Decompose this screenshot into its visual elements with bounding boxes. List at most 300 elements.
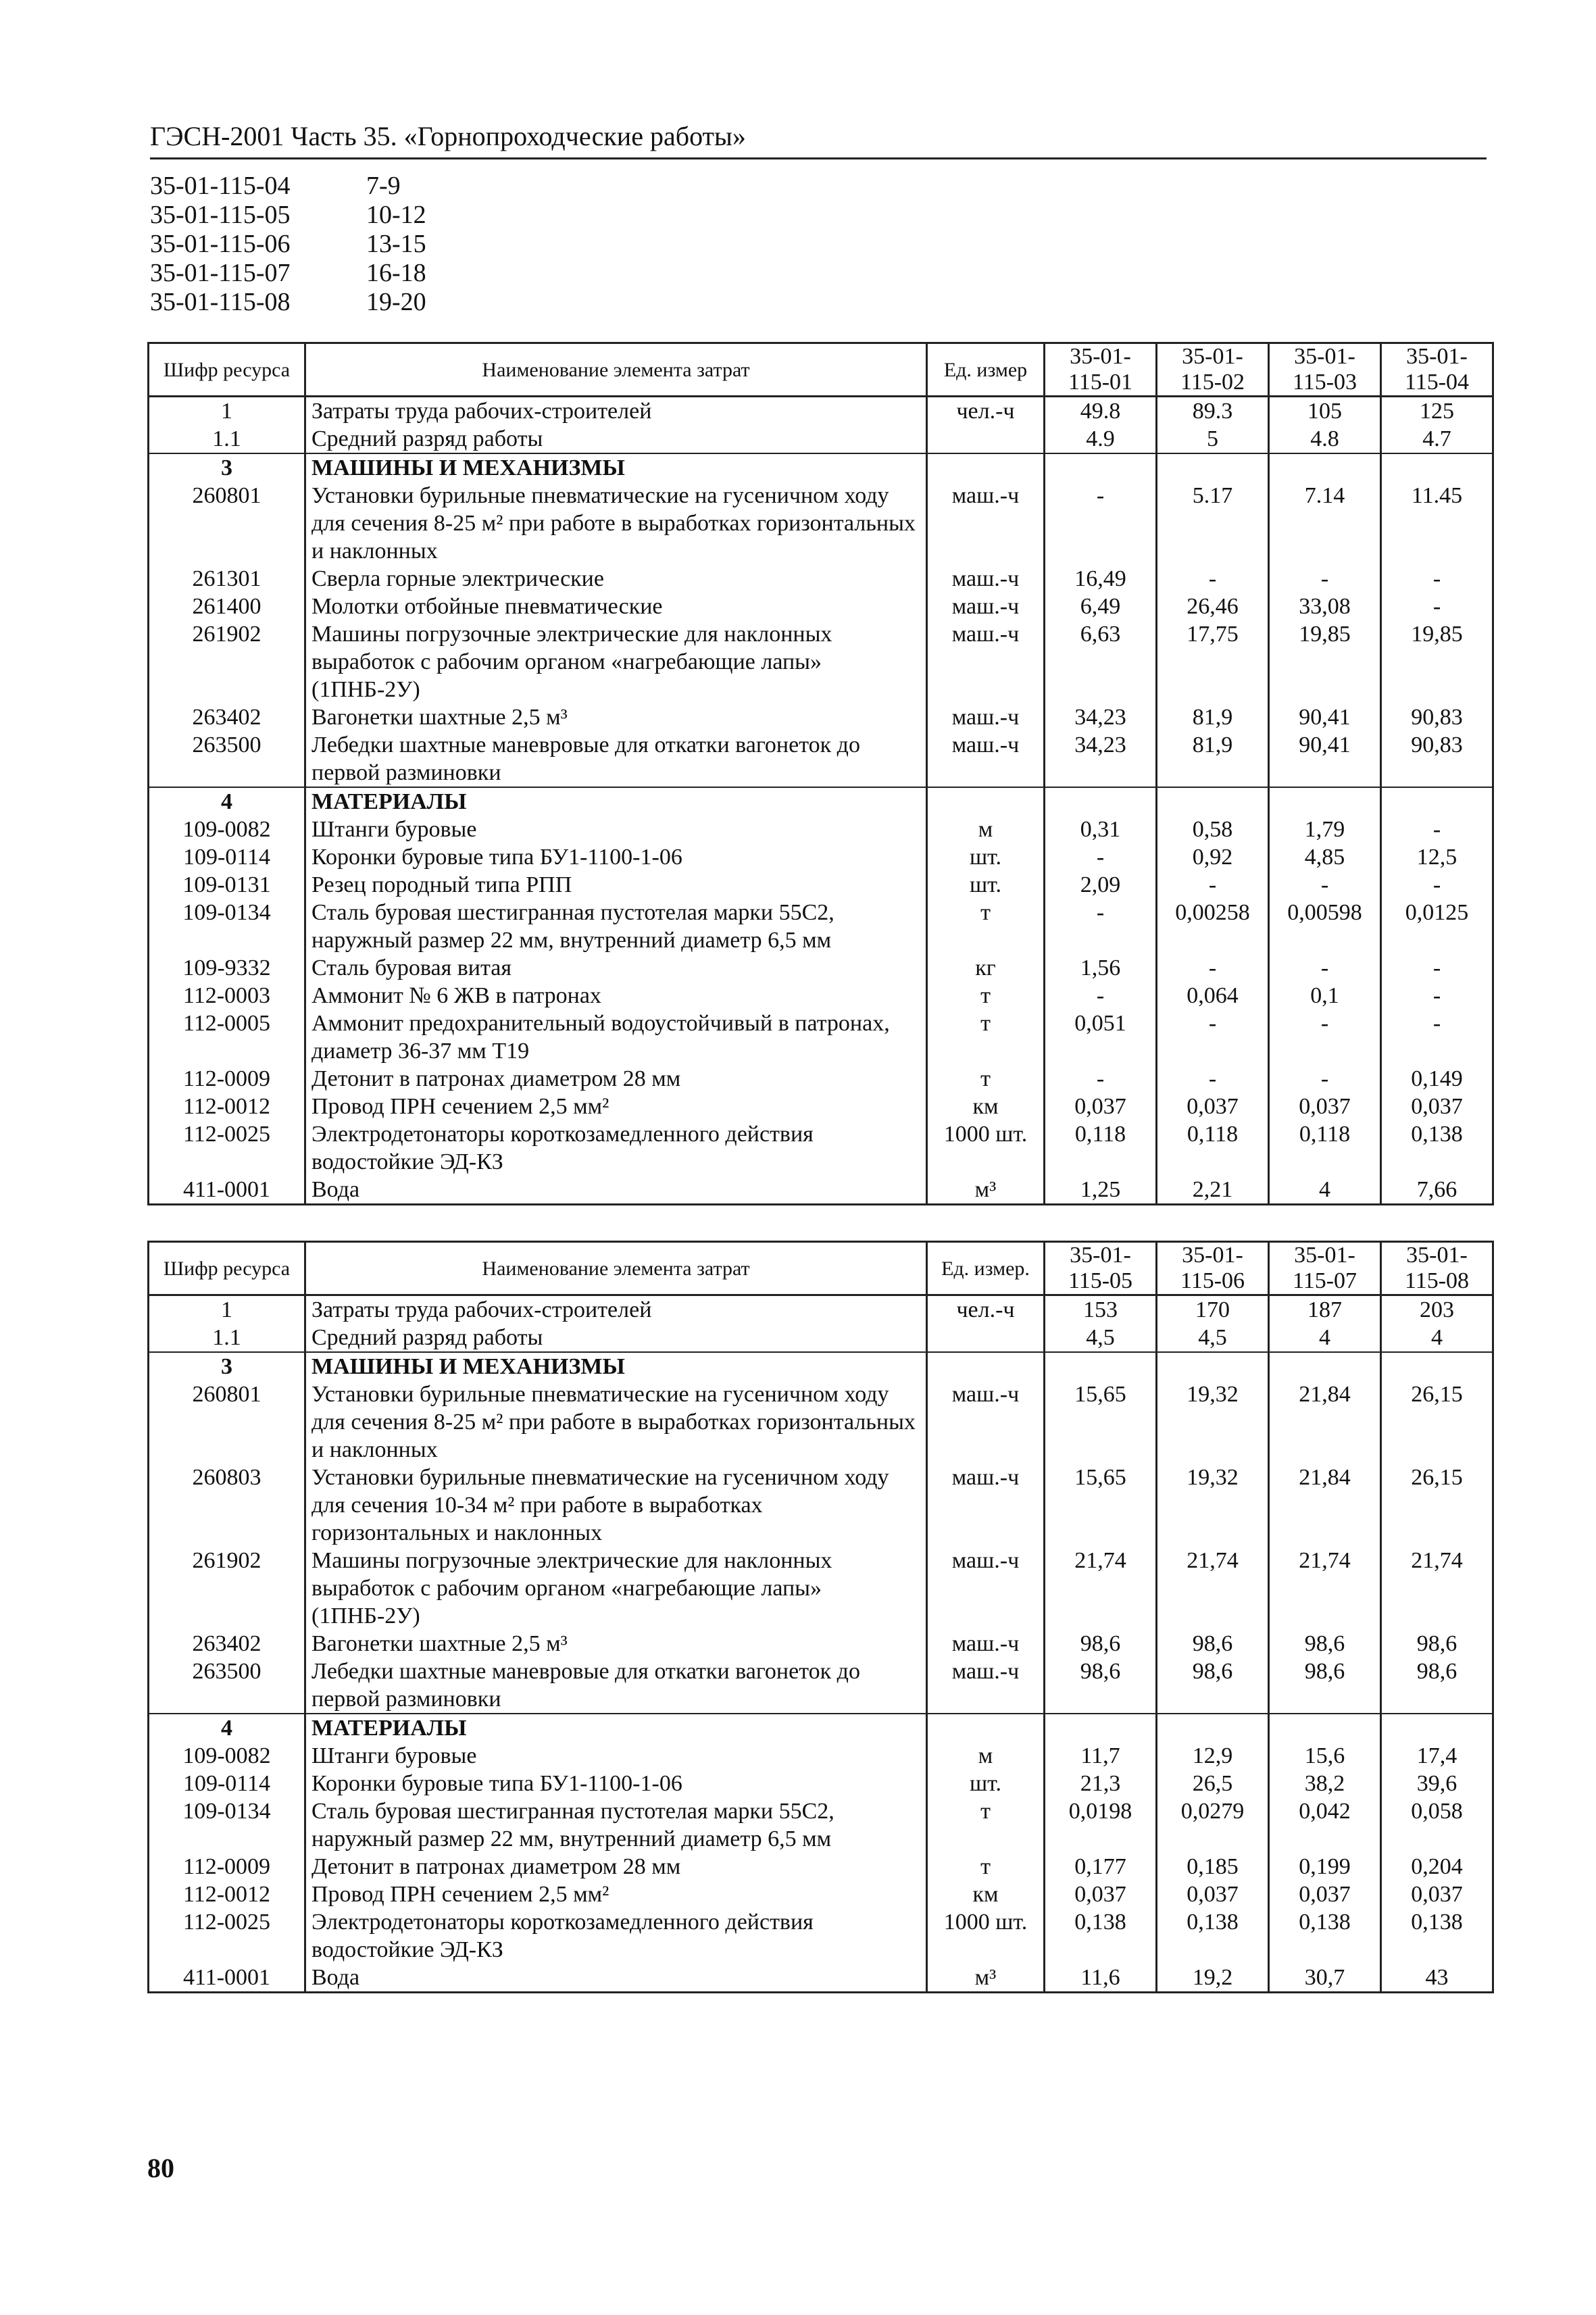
value-col-2: 0,037: [1157, 1093, 1269, 1120]
resource-name: Коронки буровые типа БУ1-1100-1-06: [305, 1770, 927, 1797]
value-col-1: -: [1045, 843, 1157, 871]
value-col-4: 125: [1381, 397, 1493, 426]
resource-name: Штанги буровые: [305, 816, 927, 843]
value-col-1: 4,5: [1045, 1324, 1157, 1352]
resource-unit: шт.: [927, 843, 1045, 871]
resource-unit: т: [927, 1065, 1045, 1093]
resource-name: Лебедки шахтные маневровые для откатки вагонеток до первой разминовки: [305, 731, 927, 787]
resource-name: Машины погрузочные электрические для наклонных выработок с рабочим органом «нагребающие лапы» (1ПНБ-2У): [305, 620, 927, 703]
value-col-3: 0,118: [1269, 1120, 1381, 1176]
value-col-3: 4: [1269, 1324, 1381, 1352]
resource-unit: т: [927, 1010, 1045, 1065]
value-col-4: 19,85: [1381, 620, 1493, 703]
table-row: [149, 397, 1493, 426]
value-col-3: 21,74: [1269, 1547, 1381, 1630]
value-col-1: 0,0198: [1045, 1797, 1157, 1853]
value-col-3: 98,6: [1269, 1658, 1381, 1714]
resource-unit: [927, 787, 1045, 816]
resource-unit: шт.: [927, 1770, 1045, 1797]
value-col-2: 0,064: [1157, 982, 1269, 1010]
resource-unit: маш.-ч: [927, 1630, 1045, 1658]
header-unit: Ед. измер.: [927, 1242, 1045, 1295]
resource-table-2: [147, 1241, 1494, 1993]
resource-unit: маш.-ч: [927, 1547, 1045, 1630]
norm-range: 7-9: [366, 172, 401, 200]
table-row: [149, 1010, 1493, 1065]
resource-unit: т: [927, 982, 1045, 1010]
resource-unit: маш.-ч: [927, 1380, 1045, 1464]
resource-unit: маш.-ч: [927, 1658, 1045, 1714]
resource-code: 261400: [149, 593, 305, 620]
value-col-3: 1,79: [1269, 816, 1381, 843]
resource-unit: м: [927, 1742, 1045, 1770]
value-col-4: 0,037: [1381, 1093, 1493, 1120]
norm-range: 13-15: [366, 230, 426, 258]
resource-code: 263500: [149, 731, 305, 787]
value-col-2: 19,32: [1157, 1380, 1269, 1464]
table-row: [149, 1964, 1493, 1993]
value-col-4: 17,4: [1381, 1742, 1493, 1770]
value-col-1: 11,7: [1045, 1742, 1157, 1770]
value-col-4: 4.7: [1381, 425, 1493, 453]
resource-code: 260803: [149, 1464, 305, 1547]
value-col-3: 0,1: [1269, 982, 1381, 1010]
value-col-3: [1269, 1714, 1381, 1742]
table-row: [149, 1547, 1493, 1630]
header-col-4-text: 35-01-115-08: [1404, 1243, 1470, 1293]
resource-unit: маш.-ч: [927, 1464, 1045, 1547]
value-col-3: [1269, 453, 1381, 482]
value-col-1: 2,09: [1045, 871, 1157, 899]
norm-code-row: [150, 230, 426, 259]
resource-code: 1: [149, 397, 305, 426]
value-col-3: 90,41: [1269, 731, 1381, 787]
resource-code: 109-0114: [149, 843, 305, 871]
resource-name: Лебедки шахтные маневровые для откатки вагонеток до первой разминовки: [305, 1658, 927, 1714]
resource-name: Детонит в патронах диаметром 28 мм: [305, 1853, 927, 1881]
table-header-row: [149, 1242, 1493, 1295]
resource-code: 4: [149, 787, 305, 816]
value-col-4: 203: [1381, 1295, 1493, 1324]
value-col-4: 26,15: [1381, 1380, 1493, 1464]
header-col-2-text: 35-01-115-06: [1180, 1243, 1245, 1293]
resource-code: 112-0012: [149, 1881, 305, 1908]
resource-code: 1.1: [149, 1324, 305, 1352]
value-col-2: 0,92: [1157, 843, 1269, 871]
value-col-4: 0,037: [1381, 1881, 1493, 1908]
value-col-1: 153: [1045, 1295, 1157, 1324]
resource-code: 112-0025: [149, 1120, 305, 1176]
value-col-1: 34,23: [1045, 703, 1157, 731]
resource-code: 263402: [149, 1630, 305, 1658]
table-row: [149, 1658, 1493, 1714]
value-col-1: 0,037: [1045, 1881, 1157, 1908]
header-name: Наименование элемента затрат: [305, 343, 927, 397]
table-row: [149, 871, 1493, 899]
norm-range: 19-20: [366, 288, 426, 316]
value-col-4: 0,204: [1381, 1853, 1493, 1881]
resource-code: 109-0134: [149, 899, 305, 954]
resource-unit: 1000 шт.: [927, 1908, 1045, 1964]
table-row: [149, 620, 1493, 703]
value-col-4: 0,138: [1381, 1908, 1493, 1964]
value-col-2: -: [1157, 1010, 1269, 1065]
value-col-2: -: [1157, 1065, 1269, 1093]
table-row: [149, 1797, 1493, 1853]
value-col-4: 21,74: [1381, 1547, 1493, 1630]
value-col-1: 21,74: [1045, 1547, 1157, 1630]
value-col-2: 5.17: [1157, 482, 1269, 565]
norm-codes-list: [150, 172, 426, 317]
resource-code: 1: [149, 1295, 305, 1324]
value-col-4: 39,6: [1381, 1770, 1493, 1797]
resource-unit: [927, 1352, 1045, 1380]
value-col-2: -: [1157, 954, 1269, 982]
norm-code: 35-01-115-08: [150, 288, 291, 316]
value-col-3: 4,85: [1269, 843, 1381, 871]
value-col-2: 81,9: [1157, 703, 1269, 731]
value-col-4: -: [1381, 565, 1493, 593]
value-col-3: 38,2: [1269, 1770, 1381, 1797]
header-col-4-text: 35-01-115-04: [1404, 344, 1470, 395]
resource-table-1: [147, 342, 1494, 1205]
value-col-1: -: [1045, 482, 1157, 565]
resource-code: 109-0131: [149, 871, 305, 899]
value-col-2: 12,9: [1157, 1742, 1269, 1770]
value-col-3: 187: [1269, 1295, 1381, 1324]
resource-name: Сверла горные электрические: [305, 565, 927, 593]
value-col-4: [1381, 1352, 1493, 1380]
resource-unit: т: [927, 1797, 1045, 1853]
resource-unit: маш.-ч: [927, 731, 1045, 787]
table-row: [149, 1742, 1493, 1770]
table-row: [149, 565, 1493, 593]
section-row: [149, 453, 1493, 482]
resource-unit: чел.-ч: [927, 1295, 1045, 1324]
value-col-4: 90,83: [1381, 731, 1493, 787]
value-col-4: 0,138: [1381, 1120, 1493, 1176]
header-col-1-text: 35-01-115-01: [1068, 344, 1133, 395]
value-col-1: 49.8: [1045, 397, 1157, 426]
resource-name: Детонит в патронах диаметром 28 мм: [305, 1065, 927, 1093]
value-col-3: 33,08: [1269, 593, 1381, 620]
value-col-1: 15,65: [1045, 1464, 1157, 1547]
table-row: [149, 482, 1493, 565]
resource-name: Сталь буровая шестигранная пустотелая марки 55С2, наружный размер 22 мм, внутренний диаметр 6,5 мм: [305, 1797, 927, 1853]
value-col-4: 90,83: [1381, 703, 1493, 731]
resource-unit: шт.: [927, 871, 1045, 899]
norm-code: 35-01-115-07: [150, 259, 291, 287]
resource-name: Коронки буровые типа БУ1-1100-1-06: [305, 843, 927, 871]
resource-code: 112-0009: [149, 1065, 305, 1093]
value-col-3: 105: [1269, 397, 1381, 426]
resource-unit: 1000 шт.: [927, 1120, 1045, 1176]
value-col-2: 0,58: [1157, 816, 1269, 843]
value-col-3: [1269, 1352, 1381, 1380]
resource-code: 109-0114: [149, 1770, 305, 1797]
resource-code: 109-0082: [149, 816, 305, 843]
header-col-3: [1269, 343, 1381, 397]
value-col-3: 7.14: [1269, 482, 1381, 565]
value-col-3: 0,138: [1269, 1908, 1381, 1964]
table-row: [149, 1176, 1493, 1205]
value-col-4: [1381, 453, 1493, 482]
norm-code: 35-01-115-06: [150, 230, 291, 258]
table-row: [149, 816, 1493, 843]
resource-code: 411-0001: [149, 1964, 305, 1993]
norm-code-row: [150, 172, 426, 201]
value-col-3: 90,41: [1269, 703, 1381, 731]
value-col-4: 12,5: [1381, 843, 1493, 871]
resource-name: Средний разряд работы: [305, 1324, 927, 1352]
value-col-2: 0,037: [1157, 1881, 1269, 1908]
table-row: [149, 425, 1493, 453]
resource-code: 109-0082: [149, 1742, 305, 1770]
resource-unit: маш.-ч: [927, 703, 1045, 731]
value-col-2: 19,32: [1157, 1464, 1269, 1547]
resource-unit: маш.-ч: [927, 593, 1045, 620]
norm-code-row: [150, 288, 426, 317]
norm-range: 10-12: [366, 201, 426, 229]
value-col-4: -: [1381, 954, 1493, 982]
value-col-1: 16,49: [1045, 565, 1157, 593]
table-row: [149, 1295, 1493, 1324]
value-col-2: [1157, 787, 1269, 816]
resource-name: Штанги буровые: [305, 1742, 927, 1770]
resource-name: МАШИНЫ И МЕХАНИЗМЫ: [305, 453, 927, 482]
value-col-3: 21,84: [1269, 1464, 1381, 1547]
value-col-3: 0,037: [1269, 1093, 1381, 1120]
resource-name: Электродетонаторы короткозамедленного действия водостойкие ЭД-КЗ: [305, 1120, 927, 1176]
section-row: [149, 1352, 1493, 1380]
header-col-3: [1269, 1242, 1381, 1295]
value-col-1: [1045, 1714, 1157, 1742]
header-col-4: [1381, 1242, 1493, 1295]
value-col-3: -: [1269, 871, 1381, 899]
header-code: Шифр ресурса: [149, 343, 305, 397]
resource-name: Провод ПРН сечением 2,5 мм²: [305, 1093, 927, 1120]
resource-code: 261902: [149, 620, 305, 703]
value-col-2: 0,00258: [1157, 899, 1269, 954]
value-col-1: -: [1045, 899, 1157, 954]
resource-unit: [927, 1714, 1045, 1742]
resource-name: Вагонетки шахтные 2,5 м³: [305, 1630, 927, 1658]
table-row: [149, 703, 1493, 731]
value-col-1: [1045, 1352, 1157, 1380]
value-col-1: 0,177: [1045, 1853, 1157, 1881]
header-col-1: [1045, 343, 1157, 397]
resource-name: Сталь буровая витая: [305, 954, 927, 982]
resource-code: 3: [149, 1352, 305, 1380]
value-col-1: 15,65: [1045, 1380, 1157, 1464]
table-row: [149, 1065, 1493, 1093]
value-col-2: 26,46: [1157, 593, 1269, 620]
resource-code: 112-0009: [149, 1853, 305, 1881]
value-col-3: 0,199: [1269, 1853, 1381, 1881]
resource-name: МАТЕРИАЛЫ: [305, 787, 927, 816]
value-col-2: 26,5: [1157, 1770, 1269, 1797]
value-col-3: 19,85: [1269, 620, 1381, 703]
resource-code: 112-0025: [149, 1908, 305, 1964]
resource-unit: чел.-ч: [927, 397, 1045, 426]
resource-name: Средний разряд работы: [305, 425, 927, 453]
value-col-2: 19,2: [1157, 1964, 1269, 1993]
header-unit: Ед. измер: [927, 343, 1045, 397]
value-col-4: 26,15: [1381, 1464, 1493, 1547]
value-col-3: 30,7: [1269, 1964, 1381, 1993]
resource-name: Установки бурильные пневматические на гусеничном ходу для сечения 10-34 м² при работе в выработках горизонтальных и наклонных: [305, 1464, 927, 1547]
resource-code: 112-0012: [149, 1093, 305, 1120]
norm-code-row: [150, 259, 426, 288]
value-col-3: -: [1269, 1065, 1381, 1093]
resource-code: 1.1: [149, 425, 305, 453]
value-col-2: 17,75: [1157, 620, 1269, 703]
value-col-2: [1157, 453, 1269, 482]
value-col-4: 11.45: [1381, 482, 1493, 565]
value-col-3: 15,6: [1269, 1742, 1381, 1770]
resource-code: 112-0003: [149, 982, 305, 1010]
resource-name: Вода: [305, 1176, 927, 1205]
value-col-2: 98,6: [1157, 1630, 1269, 1658]
resource-unit: кг: [927, 954, 1045, 982]
table-row: [149, 1770, 1493, 1797]
header-code: Шифр ресурса: [149, 1242, 305, 1295]
value-col-1: 98,6: [1045, 1658, 1157, 1714]
value-col-4: 4: [1381, 1324, 1493, 1352]
value-col-4: 7,66: [1381, 1176, 1493, 1205]
table-row: [149, 731, 1493, 787]
resource-name: МАШИНЫ И МЕХАНИЗМЫ: [305, 1352, 927, 1380]
page-header: [150, 120, 1487, 159]
table-row: [149, 1853, 1493, 1881]
table-row: [149, 1380, 1493, 1464]
header-col-1-text: 35-01-115-05: [1068, 1243, 1133, 1293]
resource-code: 261902: [149, 1547, 305, 1630]
resource-name: Установки бурильные пневматические на гусеничном ходу для сечения 8-25 м² при работе в выработках горизонтальных и наклонных: [305, 482, 927, 565]
section-row: [149, 1714, 1493, 1742]
value-col-2: 81,9: [1157, 731, 1269, 787]
value-col-4: -: [1381, 593, 1493, 620]
value-col-2: 98,6: [1157, 1658, 1269, 1714]
value-col-2: 2,21: [1157, 1176, 1269, 1205]
value-col-1: 4.9: [1045, 425, 1157, 453]
value-col-4: 43: [1381, 1964, 1493, 1993]
value-col-1: 0,31: [1045, 816, 1157, 843]
value-col-1: 1,25: [1045, 1176, 1157, 1205]
resource-code: 261301: [149, 565, 305, 593]
table-row: [149, 1324, 1493, 1352]
page-header-title: ГЭСН-2001 Часть 35. «Горнопроходческие работы»: [150, 121, 746, 151]
value-col-3: -: [1269, 1010, 1381, 1065]
value-col-4: [1381, 1714, 1493, 1742]
resource-unit: км: [927, 1093, 1045, 1120]
table-row: [149, 982, 1493, 1010]
value-col-4: 0,058: [1381, 1797, 1493, 1853]
header-col-2: [1157, 343, 1269, 397]
resource-unit: [927, 425, 1045, 453]
norm-code: 35-01-115-05: [150, 201, 291, 229]
value-col-4: -: [1381, 982, 1493, 1010]
resource-code: 112-0005: [149, 1010, 305, 1065]
value-col-1: 34,23: [1045, 731, 1157, 787]
resource-name: Установки бурильные пневматические на гусеничном ходу для сечения 8-25 м² при работе в выработках горизонтальных и наклонных: [305, 1380, 927, 1464]
value-col-3: 0,042: [1269, 1797, 1381, 1853]
value-col-3: 4: [1269, 1176, 1381, 1205]
header-col-2: [1157, 1242, 1269, 1295]
norm-code-row: [150, 201, 426, 230]
value-col-1: 98,6: [1045, 1630, 1157, 1658]
resource-unit: маш.-ч: [927, 565, 1045, 593]
value-col-1: 1,56: [1045, 954, 1157, 982]
value-col-3: 0,00598: [1269, 899, 1381, 954]
value-col-2: [1157, 1352, 1269, 1380]
value-col-4: -: [1381, 871, 1493, 899]
value-col-2: -: [1157, 871, 1269, 899]
value-col-1: 0,037: [1045, 1093, 1157, 1120]
value-col-2: 4,5: [1157, 1324, 1269, 1352]
value-col-1: 6,49: [1045, 593, 1157, 620]
value-col-1: 0,118: [1045, 1120, 1157, 1176]
resource-code: 109-0134: [149, 1797, 305, 1853]
header-col-4: [1381, 343, 1493, 397]
value-col-4: 0,0125: [1381, 899, 1493, 954]
table-header-row: [149, 343, 1493, 397]
value-col-4: 0,149: [1381, 1065, 1493, 1093]
value-col-4: [1381, 787, 1493, 816]
resource-name: Вода: [305, 1964, 927, 1993]
table-row: [149, 1093, 1493, 1120]
resource-unit: м: [927, 816, 1045, 843]
value-col-2: 0,118: [1157, 1120, 1269, 1176]
value-col-2: -: [1157, 565, 1269, 593]
norm-range: 16-18: [366, 259, 426, 287]
table-row: [149, 593, 1493, 620]
resource-name: Электродетонаторы короткозамедленного действия водостойкие ЭД-КЗ: [305, 1908, 927, 1964]
resource-unit: т: [927, 899, 1045, 954]
resource-code: 260801: [149, 482, 305, 565]
resource-code: 260801: [149, 1380, 305, 1464]
resource-unit: маш.-ч: [927, 620, 1045, 703]
resource-name: Аммонит предохранительный водоустойчивый в патронах, диаметр 36-37 мм Т19: [305, 1010, 927, 1065]
resource-unit: маш.-ч: [927, 482, 1045, 565]
header-col-1: [1045, 1242, 1157, 1295]
value-col-3: 21,84: [1269, 1380, 1381, 1464]
table-row: [149, 1120, 1493, 1176]
value-col-1: 6,63: [1045, 620, 1157, 703]
value-col-4: -: [1381, 1010, 1493, 1065]
table-row: [149, 1881, 1493, 1908]
page-number: 80: [147, 2153, 174, 2183]
value-col-2: 5: [1157, 425, 1269, 453]
resource-unit: [927, 1324, 1045, 1352]
table-row: [149, 899, 1493, 954]
value-col-3: 4.8: [1269, 425, 1381, 453]
value-col-4: -: [1381, 816, 1493, 843]
table-row: [149, 843, 1493, 871]
resource-code: 263402: [149, 703, 305, 731]
value-col-2: 89.3: [1157, 397, 1269, 426]
value-col-2: 0,138: [1157, 1908, 1269, 1964]
resource-code: 4: [149, 1714, 305, 1742]
value-col-3: [1269, 787, 1381, 816]
value-col-1: 11,6: [1045, 1964, 1157, 1993]
resource-unit: [927, 453, 1045, 482]
table-row: [149, 1464, 1493, 1547]
header-col-3-text: 35-01-115-03: [1292, 344, 1357, 395]
table-row: [149, 954, 1493, 982]
value-col-4: 98,6: [1381, 1630, 1493, 1658]
value-col-3: -: [1269, 565, 1381, 593]
